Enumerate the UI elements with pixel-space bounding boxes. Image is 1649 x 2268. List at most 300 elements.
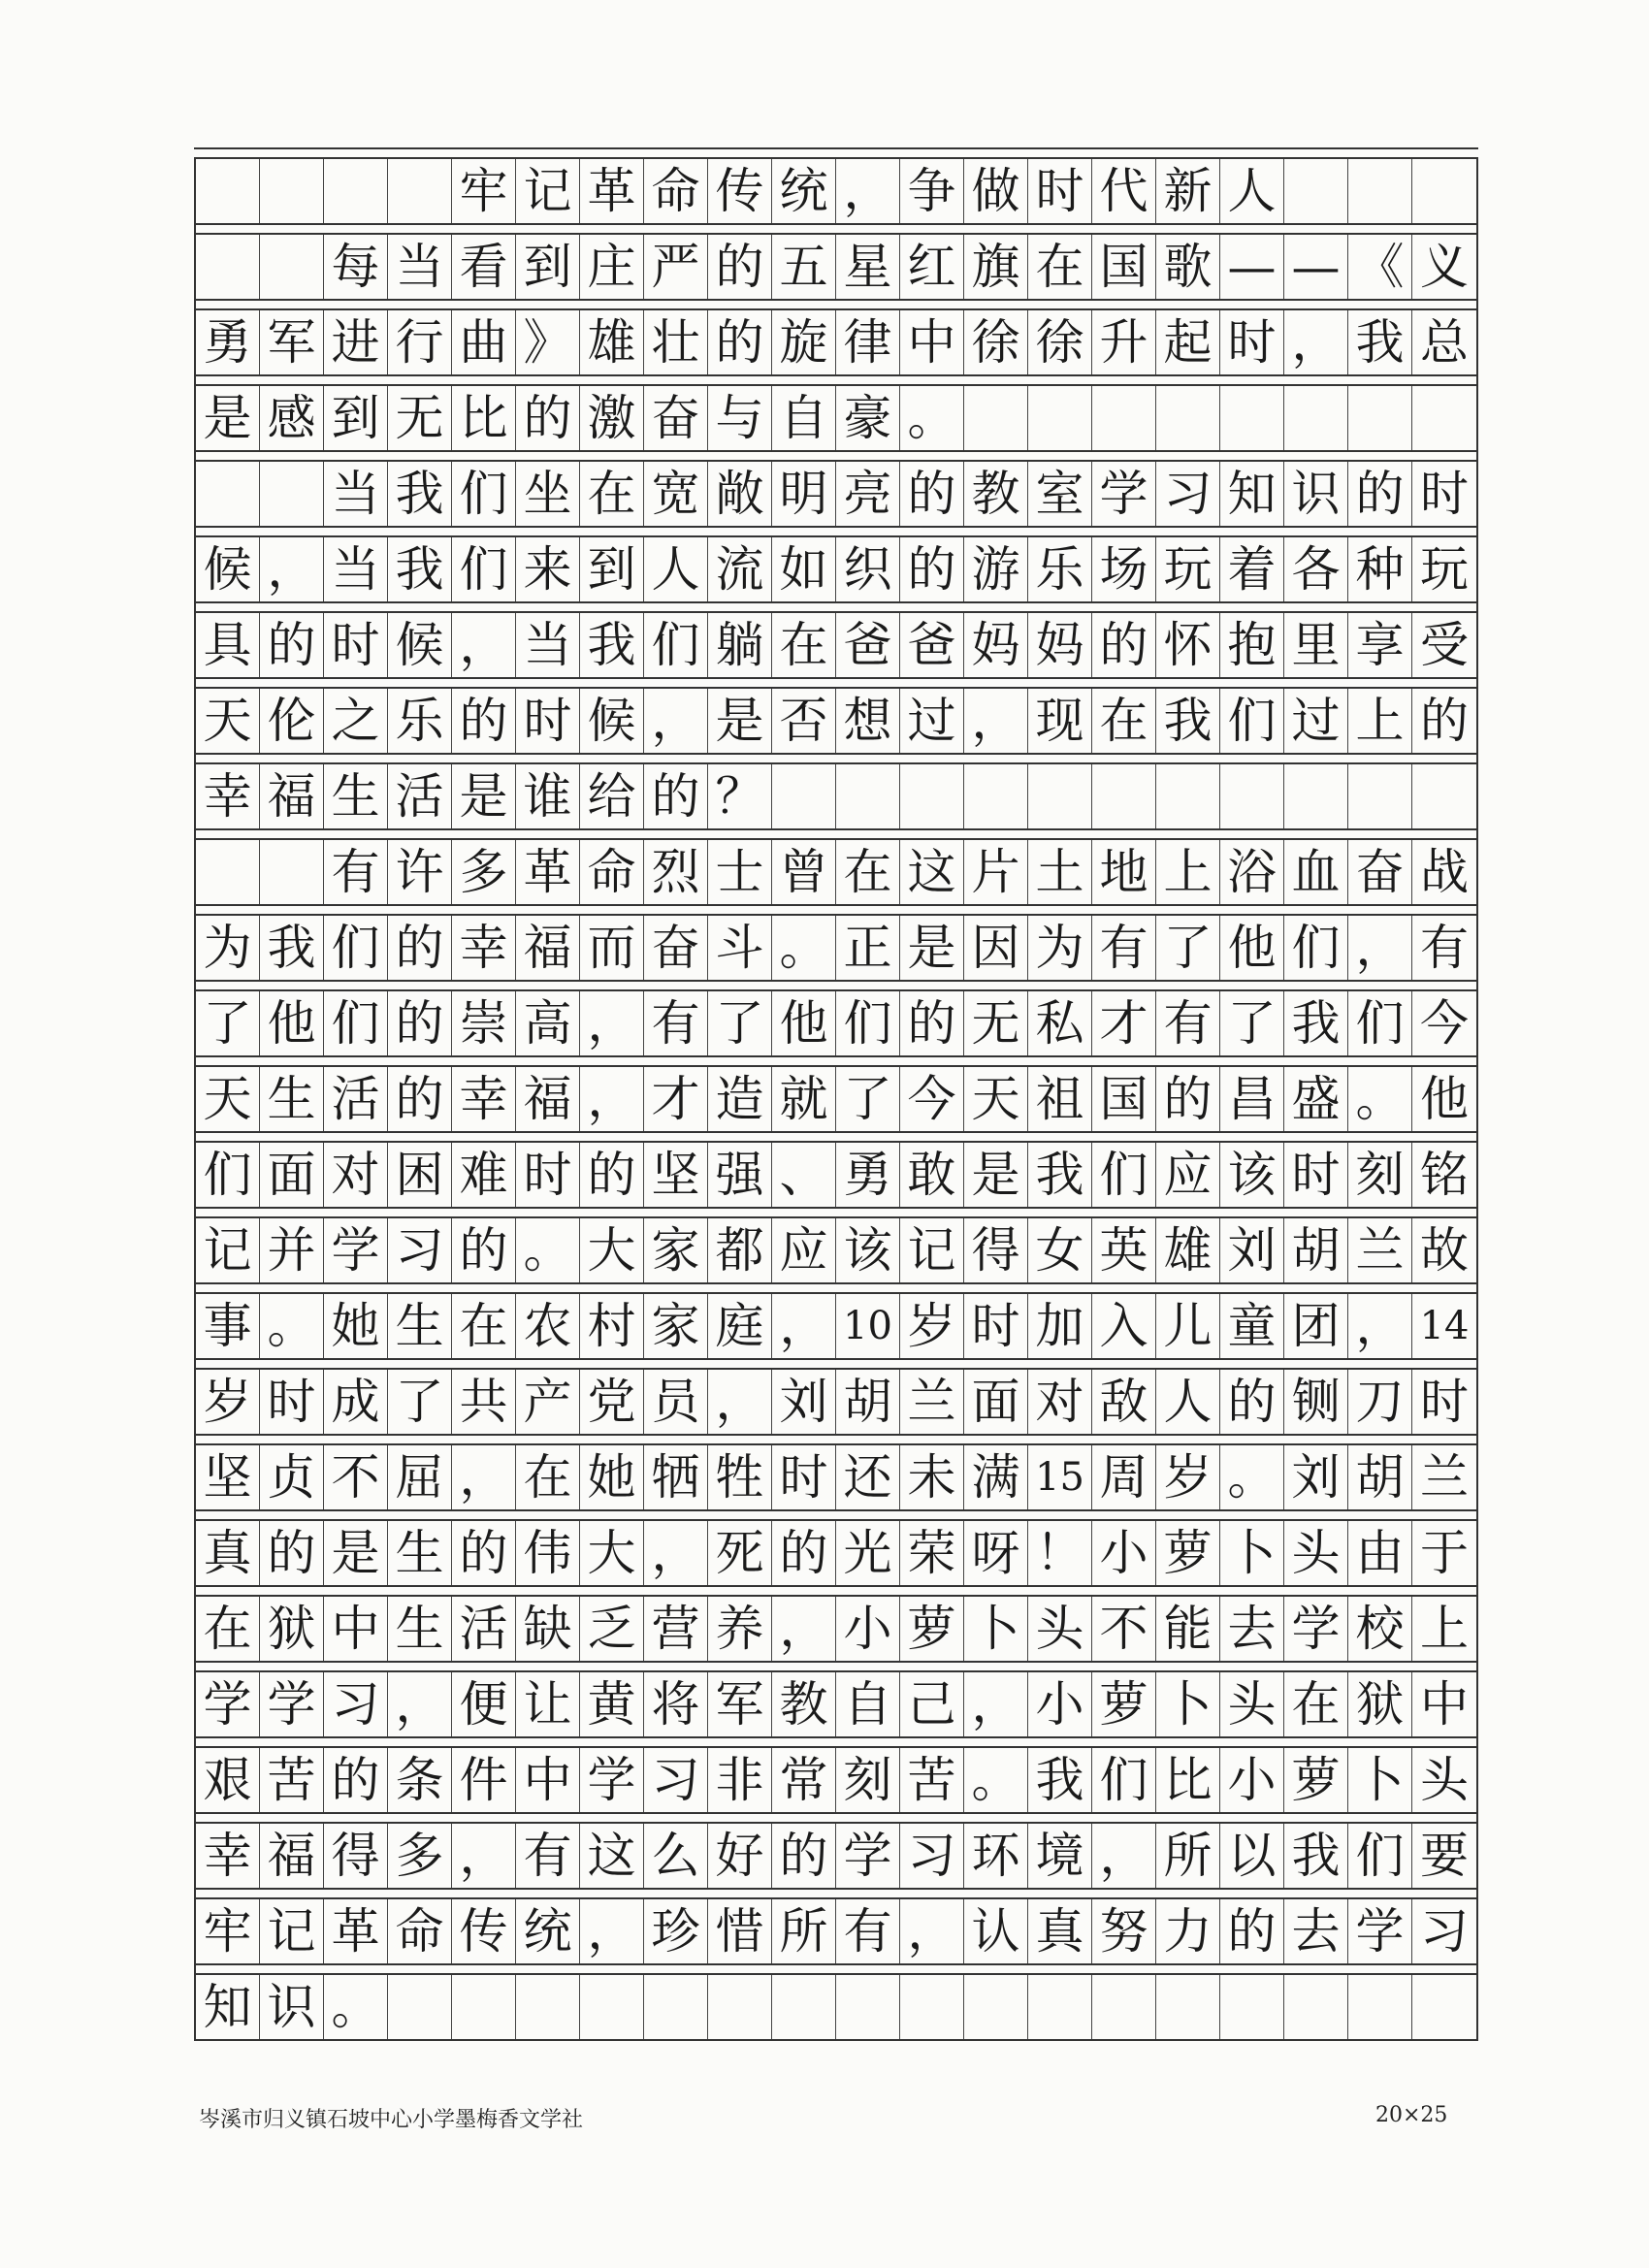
manuscript-row (196, 1748, 1476, 1812)
grid-cell: 学 (836, 1824, 900, 1888)
grid-cell: 黄 (580, 1672, 644, 1736)
manuscript-row (196, 537, 1476, 601)
grid-cell: 荣 (900, 1521, 964, 1585)
grid-cell: 的 (1220, 1899, 1284, 1963)
grid-cell: 多 (452, 840, 516, 904)
grid-cell: 家 (644, 1294, 708, 1358)
grid-cell: 候 (388, 613, 452, 677)
grid-cell: 么 (644, 1824, 708, 1888)
grid-cell: 该 (836, 1218, 900, 1282)
grid-cell: 刀 (1348, 1370, 1412, 1434)
grid-cell: 统 (772, 159, 836, 223)
grid-cell: 敞 (708, 462, 772, 526)
grid-cell: 乐 (388, 689, 452, 753)
grid-cell (1348, 764, 1412, 828)
grid-cell: 。 (260, 1294, 324, 1358)
grid-cell: 福 (516, 916, 580, 980)
grid-cell: 在 (196, 1597, 260, 1661)
grid-cell (1092, 764, 1156, 828)
grid-cell (1412, 764, 1476, 828)
grid-cell: 乐 (1028, 537, 1092, 601)
grid-cell: 。 (900, 386, 964, 450)
grid-cell: 想 (836, 689, 900, 753)
grid-cell: 胡 (836, 1370, 900, 1434)
grid-cell: 岁 (196, 1370, 260, 1434)
grid-cell: 的 (452, 689, 516, 753)
grid-cell: 是 (964, 1143, 1028, 1207)
grid-cell: 命 (644, 159, 708, 223)
grid-cell: ， (388, 1672, 452, 1736)
grid-cell: ， (964, 1672, 1028, 1736)
manuscript-row (196, 840, 1476, 904)
grid-cell: 室 (1028, 462, 1092, 526)
grid-cell (1284, 386, 1348, 450)
grid-cell: 严 (644, 235, 708, 299)
grid-cell: 的 (1220, 1370, 1284, 1434)
manuscript-row (196, 386, 1476, 450)
grid-cell: 妈 (1028, 613, 1092, 677)
grid-cell (1028, 764, 1092, 828)
grid-cell: 岁 (1156, 1445, 1220, 1509)
grid-cell: 学 (580, 1748, 644, 1812)
grid-cell: 铡 (1284, 1370, 1348, 1434)
grid-cell: 上 (1420, 1601, 1469, 1657)
grid-cell: 得 (324, 1824, 388, 1888)
grid-cell: 习 (900, 1824, 964, 1888)
grid-cell (964, 764, 1028, 828)
grid-cell: 常 (772, 1748, 836, 1812)
grid-cell: 之 (324, 689, 388, 753)
manuscript-row (196, 1067, 1476, 1131)
grid-cell: ， (452, 1824, 516, 1888)
grid-cell: 的 (1156, 1067, 1220, 1131)
grid-cell: 员 (644, 1370, 708, 1434)
grid-cell: 我 (388, 462, 452, 526)
grid-cell (1412, 386, 1476, 450)
grid-cell: 昌 (1220, 1067, 1284, 1131)
grid-cell: 活 (452, 1597, 516, 1661)
grid-cell: 当 (324, 537, 388, 601)
grid-cell: 惜 (708, 1899, 772, 1963)
grid-cell: 争 (900, 159, 964, 223)
grid-cell: 幸 (452, 916, 516, 980)
grid-cell: 贞 (260, 1445, 324, 1509)
grid-cell: 勇 (836, 1143, 900, 1207)
grid-cell: 们 (1348, 1824, 1412, 1888)
grid-cell: 记 (196, 1218, 260, 1282)
manuscript-row (196, 1824, 1476, 1888)
grid-cell: 祖 (1028, 1067, 1092, 1131)
grid-cell: 时 (1420, 1374, 1469, 1430)
grid-cell: 我 (1348, 310, 1412, 374)
grid-cell: 让 (516, 1672, 580, 1736)
grid-cell: 地 (1092, 840, 1156, 904)
grid-cell: 萝 (1284, 1748, 1348, 1812)
grid-cell: 习 (644, 1748, 708, 1812)
grid-cell: 刘 (1284, 1445, 1348, 1509)
grid-cell: 的 (324, 1748, 388, 1812)
grid-cell: 有 (1156, 991, 1220, 1055)
grid-cell: 。 (772, 916, 836, 980)
grid-cell: 有 (1420, 920, 1469, 976)
manuscript-row (196, 1294, 1476, 1358)
grid-cell: 。 (516, 1218, 580, 1282)
grid-cell: — (1220, 235, 1284, 299)
grid-cell: 乏 (580, 1597, 644, 1661)
grid-cell: 头 (1420, 1752, 1469, 1808)
manuscript-row (196, 310, 1476, 374)
grid-cell: 的 (644, 764, 708, 828)
grid-cell: 伟 (516, 1521, 580, 1585)
grid-cell: 为 (1028, 916, 1092, 980)
grid-cell: 种 (1348, 537, 1412, 601)
grid-cell: 谁 (516, 764, 580, 828)
grid-cell: 苦 (260, 1748, 324, 1812)
grid-cell: 这 (900, 840, 964, 904)
manuscript-row (196, 689, 1476, 753)
grid-cell: 今 (1420, 995, 1469, 1052)
grid-cell (1348, 159, 1412, 223)
grid-cell: 习 (1420, 1903, 1469, 1960)
grid-cell: 们 (1284, 916, 1348, 980)
grid-cell: 才 (644, 1067, 708, 1131)
grid-cell: 牲 (708, 1445, 772, 1509)
grid-cell: 的 (900, 991, 964, 1055)
grid-cell: 头 (1028, 1597, 1092, 1661)
grid-cell: 活 (388, 764, 452, 828)
grid-cell: 爸 (836, 613, 900, 677)
grid-cell: 国 (1092, 235, 1156, 299)
grid-cell: 场 (1092, 537, 1156, 601)
grid-cell: 所 (772, 1899, 836, 1963)
grid-cell: 认 (964, 1899, 1028, 1963)
grid-cell: 英 (1092, 1218, 1156, 1282)
grid-cell: — (1284, 235, 1348, 299)
grid-cell: 努 (1092, 1899, 1156, 1963)
grid-cell: 于 (1420, 1525, 1469, 1581)
grid-cell (836, 1975, 900, 2039)
grid-cell: 教 (772, 1672, 836, 1736)
grid-cell: 们 (196, 1143, 260, 1207)
grid-cell: 们 (1220, 689, 1284, 753)
grid-cell: 无 (388, 386, 452, 450)
grid-cell: 教 (964, 462, 1028, 526)
grid-cell: 好 (708, 1824, 772, 1888)
grid-cell: 卜 (1156, 1672, 1220, 1736)
grid-cell (1156, 1975, 1220, 2039)
grid-cell: 满 (964, 1445, 1028, 1509)
grid-cell: 传 (708, 159, 772, 223)
grid-cell: 狱 (1348, 1672, 1412, 1736)
grid-cell: 周 (1092, 1445, 1156, 1509)
grid-cell: ， (1284, 310, 1348, 374)
grid-cell: 的 (772, 1824, 836, 1888)
grid-cell: 新 (1156, 159, 1220, 223)
grid-cell: ， (580, 1067, 644, 1131)
grid-cell: 加 (1028, 1294, 1092, 1358)
grid-cell: 怀 (1156, 613, 1220, 677)
grid-cell: 无 (964, 991, 1028, 1055)
grid-cell: 未 (900, 1445, 964, 1509)
grid-cell (196, 235, 260, 299)
grid-cell: 中 (900, 310, 964, 374)
grid-cell: 织 (836, 537, 900, 601)
grid-cell (1028, 386, 1092, 450)
grid-cell: 有 (644, 991, 708, 1055)
grid-cell: 女 (1028, 1218, 1092, 1282)
grid-cell: 习 (1156, 462, 1220, 526)
grid-cell: 学 (324, 1218, 388, 1282)
grid-cell: 时 (1220, 310, 1284, 374)
manuscript-row (196, 1143, 1476, 1207)
grid-cell: ， (964, 689, 1028, 753)
grid-cell: 萝 (900, 1597, 964, 1661)
grid-cell: 的 (260, 1521, 324, 1585)
grid-cell: 的 (580, 1143, 644, 1207)
grid-cell: 的 (900, 462, 964, 526)
grid-cell: 我 (1028, 1748, 1092, 1812)
footer-grid-size: 20×25 (1375, 2103, 1448, 2127)
grid-cell: 不 (1092, 1597, 1156, 1661)
grid-cell (644, 1975, 708, 2039)
grid-cell: 胡 (1284, 1218, 1348, 1282)
grid-cell: 着 (1220, 537, 1284, 601)
grid-cell: 各 (1284, 537, 1348, 601)
grid-cell: 真 (1028, 1899, 1092, 1963)
grid-cell: ， (644, 1521, 708, 1585)
grid-cell: 妈 (964, 613, 1028, 677)
manuscript-row (196, 764, 1476, 828)
grid-cell (196, 840, 260, 904)
grid-cell: 小 (836, 1597, 900, 1661)
grid-cell: 知 (196, 1975, 260, 2039)
grid-cell: 时 (1284, 1143, 1348, 1207)
grid-cell: 兰 (900, 1370, 964, 1434)
grid-cell (196, 159, 260, 223)
grid-cell: 兰 (1348, 1218, 1412, 1282)
grid-cell: 代 (1092, 159, 1156, 223)
grid-cell: 人 (1220, 159, 1284, 223)
grid-cell: 团 (1284, 1294, 1348, 1358)
grid-cell: 福 (260, 1824, 324, 1888)
grid-cell (708, 1975, 772, 2039)
grid-cell: 事 (196, 1294, 260, 1358)
grid-cell (1092, 1975, 1156, 2039)
manuscript-row (196, 1975, 1476, 2041)
grid-cell: 宽 (644, 462, 708, 526)
grid-cell: 革 (580, 159, 644, 223)
grid-cell: 徐 (1028, 310, 1092, 374)
grid-cell: ， (772, 1597, 836, 1661)
grid-cell (388, 1975, 452, 2039)
grid-cell: 时 (260, 1370, 324, 1434)
grid-cell: 到 (516, 235, 580, 299)
manuscript-row (196, 462, 1476, 526)
grid-cell: ， (1348, 1294, 1412, 1358)
grid-cell: 斗 (708, 916, 772, 980)
grid-cell: 强 (708, 1143, 772, 1207)
grid-cell: 15 (1028, 1445, 1092, 1509)
grid-cell: 幸 (196, 764, 260, 828)
grid-cell: 学 (1092, 462, 1156, 526)
grid-cell: 有 (516, 1824, 580, 1888)
grid-cell: ， (772, 1294, 836, 1358)
grid-cell: 曾 (772, 840, 836, 904)
grid-cell: 受 (1420, 617, 1469, 673)
grid-cell: 学 (196, 1672, 260, 1736)
grid-cell: 自 (836, 1672, 900, 1736)
grid-cell: 土 (1028, 840, 1092, 904)
grid-cell: 困 (388, 1143, 452, 1207)
grid-cell: 兰 (1420, 1449, 1469, 1506)
grid-cell: 造 (708, 1067, 772, 1131)
manuscript-row (196, 1899, 1476, 1963)
grid-cell: 雄 (580, 310, 644, 374)
grid-cell: 命 (580, 840, 644, 904)
grid-cell: 做 (964, 159, 1028, 223)
grid-cell: 农 (516, 1294, 580, 1358)
manuscript-row (196, 1672, 1476, 1736)
grid-cell (964, 1975, 1028, 2039)
grid-cell: 军 (260, 310, 324, 374)
manuscript-row (196, 1370, 1476, 1434)
grid-cell: 在 (1284, 1672, 1348, 1736)
grid-cell: 与 (708, 386, 772, 450)
grid-cell: 命 (388, 1899, 452, 1963)
grid-cell (900, 764, 964, 828)
grid-cell: 面 (964, 1370, 1028, 1434)
grid-cell: 生 (260, 1067, 324, 1131)
grid-cell: 感 (260, 386, 324, 450)
grid-cell: 学 (1284, 1597, 1348, 1661)
grid-cell: 士 (708, 840, 772, 904)
grid-cell: 应 (1156, 1143, 1220, 1207)
grid-cell: 雄 (1156, 1218, 1220, 1282)
grid-cell: 总 (1420, 314, 1469, 371)
grid-cell: 以 (1220, 1824, 1284, 1888)
grid-cell: 生 (324, 764, 388, 828)
grid-cell: 们 (1092, 1143, 1156, 1207)
grid-cell: ， (1348, 916, 1412, 980)
grid-cell: 习 (388, 1218, 452, 1282)
grid-cell: 了 (708, 991, 772, 1055)
grid-cell: 当 (324, 462, 388, 526)
grid-cell: 爸 (900, 613, 964, 677)
grid-cell: 到 (580, 537, 644, 601)
grid-cell: 享 (1348, 613, 1412, 677)
grid-cell (388, 159, 452, 223)
grid-cell: 们 (836, 991, 900, 1055)
grid-cell: 死 (708, 1521, 772, 1585)
grid-cell: 产 (516, 1370, 580, 1434)
grid-cell: 的 (452, 1521, 516, 1585)
grid-cell: 的 (772, 1521, 836, 1585)
grid-cell (900, 1975, 964, 2039)
manuscript-grid (194, 159, 1478, 2041)
grid-cell: 党 (580, 1370, 644, 1434)
grid-cell: 在 (836, 840, 900, 904)
grid-cell: 小 (1092, 1521, 1156, 1585)
grid-cell: 中 (324, 1597, 388, 1661)
grid-cell: 庄 (580, 235, 644, 299)
grid-cell: 我 (1156, 689, 1220, 753)
grid-cell: 歌 (1156, 235, 1220, 299)
grid-cell: 将 (644, 1672, 708, 1736)
grid-cell: 时 (1420, 466, 1469, 522)
grid-cell: 力 (1156, 1899, 1220, 1963)
grid-cell (1284, 764, 1348, 828)
grid-cell: 军 (708, 1672, 772, 1736)
grid-cell: 多 (388, 1824, 452, 1888)
grid-cell: 营 (644, 1597, 708, 1661)
grid-cell: 玩 (1156, 537, 1220, 601)
grid-cell: 己 (900, 1672, 964, 1736)
grid-cell: 10 (836, 1294, 900, 1358)
grid-cell: 福 (260, 764, 324, 828)
grid-cell: 。 (964, 1748, 1028, 1812)
grid-cell (1412, 159, 1476, 223)
grid-cell: 是 (452, 764, 516, 828)
grid-cell: 牺 (644, 1445, 708, 1509)
grid-cell: 时 (516, 689, 580, 753)
grid-cell: 入 (1092, 1294, 1156, 1358)
grid-cell: 《 (1348, 235, 1412, 299)
grid-cell: 件 (452, 1748, 516, 1812)
grid-cell: 在 (1092, 689, 1156, 753)
grid-cell: 玩 (1420, 541, 1469, 598)
grid-cell: 家 (644, 1218, 708, 1282)
grid-cell: 战 (1420, 844, 1469, 900)
grid-cell: 我 (1028, 1143, 1092, 1207)
grid-cell: 他 (772, 991, 836, 1055)
grid-cell: 比 (1156, 1748, 1220, 1812)
grid-cell: ， (452, 1445, 516, 1509)
grid-cell: 奋 (644, 916, 708, 980)
grid-cell: 们 (644, 613, 708, 677)
grid-cell: 。 (1348, 1067, 1412, 1131)
grid-cell: 行 (388, 310, 452, 374)
grid-cell: 幸 (196, 1824, 260, 1888)
grid-cell: 时 (516, 1143, 580, 1207)
grid-cell: 珍 (644, 1899, 708, 1963)
grid-cell: 具 (196, 613, 260, 677)
grid-cell: 条 (388, 1748, 452, 1812)
grid-cell: 我 (388, 537, 452, 601)
grid-cell: 幸 (452, 1067, 516, 1131)
grid-cell: 们 (324, 916, 388, 980)
grid-cell: 狱 (260, 1597, 324, 1661)
grid-cell (260, 235, 324, 299)
grid-cell: 的 (388, 991, 452, 1055)
grid-cell: 盛 (1284, 1067, 1348, 1131)
grid-cell: 们 (452, 537, 516, 601)
grid-cell: 的 (708, 310, 772, 374)
grid-cell: 上 (1156, 840, 1220, 904)
grid-cell: 而 (580, 916, 644, 980)
grid-cell (580, 1975, 644, 2039)
grid-cell: 坐 (516, 462, 580, 526)
grid-cell: 。 (324, 1975, 388, 2039)
grid-cell: 奋 (644, 386, 708, 450)
grid-cell (1284, 159, 1348, 223)
grid-cell: 萝 (1156, 1521, 1220, 1585)
grid-cell: 升 (1092, 310, 1156, 374)
grid-cell: 敌 (1092, 1370, 1156, 1434)
grid-cell: 流 (708, 537, 772, 601)
grid-cell: 学 (1348, 1899, 1412, 1963)
grid-cell: 呀 (964, 1521, 1028, 1585)
grid-cell: 了 (1220, 991, 1284, 1055)
